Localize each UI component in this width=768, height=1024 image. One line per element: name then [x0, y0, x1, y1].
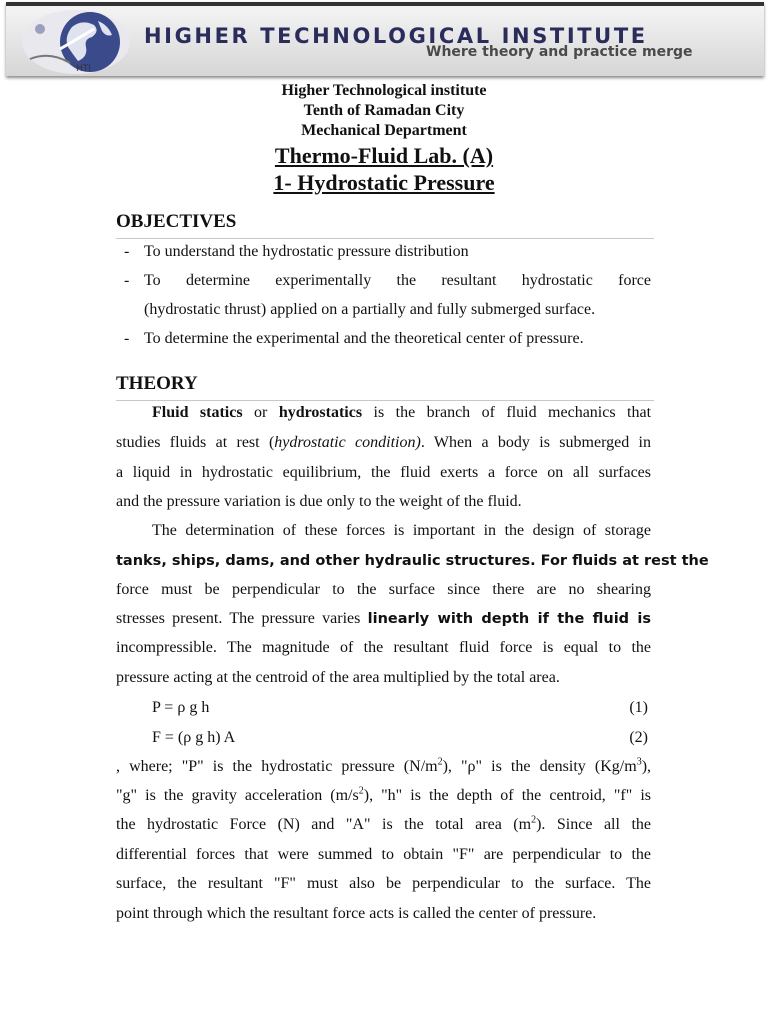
objective-item: To understand the hydrostatic pressure distribution: [144, 243, 469, 260]
theory-divider: [116, 400, 654, 401]
theory-paragraph-line: point through which the resultant force acts is called the center of pressure.: [116, 905, 597, 922]
equation-formula: P = ρ g h: [152, 699, 210, 716]
department-name: Mechanical Department: [301, 122, 467, 139]
institute-name: Higher Technological institute: [281, 82, 487, 99]
theory-paragraph-line: Fluid statics or hydrostatics is the branch of fluid mechanics that: [152, 404, 652, 421]
theory-paragraph-line: force must be perpendicular to the surface since there are no shearing: [116, 581, 651, 598]
bullet-dash: -: [124, 330, 130, 347]
bullet-dash: -: [124, 272, 130, 289]
objective-item: To determine experimentally the resultant hydrostatic force: [144, 272, 651, 289]
theory-paragraph-line: tanks, ships, dams, and other hydraulic structures. For fluids at rest the: [116, 553, 709, 569]
objectives-heading: OBJECTIVES: [116, 211, 237, 232]
theory-paragraph-line: the hydrostatic Force (N) and "A" is the total area $(m^2)$. Since all the: [116, 814, 651, 833]
globe-logo-icon: [20, 9, 132, 75]
theory-paragraph-line: "g" is the gravity acceleration $(m/s^2)$, "h" is the depth of the centroid, "f" is: [116, 785, 651, 804]
equation-number: (1): [629, 699, 648, 716]
objectives-divider: [116, 238, 654, 239]
lab-title: Thermo-Fluid Lab. (A): [274, 143, 494, 168]
theory-paragraph-line: The determination of these forces is important in the design of storage: [152, 522, 651, 539]
theory-paragraph-line: and the pressure variation is due only to the weight of the fluid.: [116, 493, 522, 510]
equation-number: (2): [629, 729, 648, 746]
theory-paragraph-line: , where; "P" is the hydrostatic pressure $(N/m^2)$, "ρ" is the density $(Kg/m^3)$,: [116, 756, 652, 775]
theory-paragraph-line: differential forces that were summed to obtain "F" are perpendicular to the: [116, 846, 651, 863]
experiment-title: 1- Hydrostatic Pressure: [273, 170, 495, 195]
objective-item: To determine the experimental and the theoretical center of pressure.: [144, 330, 584, 347]
theory-paragraph-line: incompressible. The magnitude of the resultant fluid force is equal to the: [116, 639, 651, 656]
banner-tagline: Where theory and practice merge: [426, 44, 693, 60]
svg-text:HTI: HTI: [76, 64, 91, 74]
objective-item-continued: (hydrostatic thrust) applied on a partially and fully submerged surface.: [144, 301, 596, 318]
institute-banner: [6, 2, 764, 76]
equation-formula: F = (ρ g h) A: [152, 729, 236, 746]
theory-paragraph-line: surface, the resultant "F" must also be perpendicular to the surface. The: [116, 875, 651, 892]
theory-paragraph-line: a liquid in hydrostatic equilibrium, the fluid exerts a force on all surfaces: [116, 464, 651, 481]
theory-paragraph-line: pressure acting at the centroid of the area multiplied by the total area.: [116, 669, 560, 686]
theory-paragraph-line: studies fluids at rest (hydrostatic condition). When a body is submerged in: [116, 434, 652, 451]
bullet-dash: -: [124, 243, 130, 260]
theory-paragraph-line: stresses present. The pressure varies linearly with depth if the fluid is: [116, 610, 652, 627]
city-name: Tenth of Ramadan City: [303, 102, 465, 119]
banner-title: HIGHER TECHNOLOGICAL INSTITUTE: [144, 24, 648, 48]
theory-heading: THEORY: [116, 373, 198, 394]
